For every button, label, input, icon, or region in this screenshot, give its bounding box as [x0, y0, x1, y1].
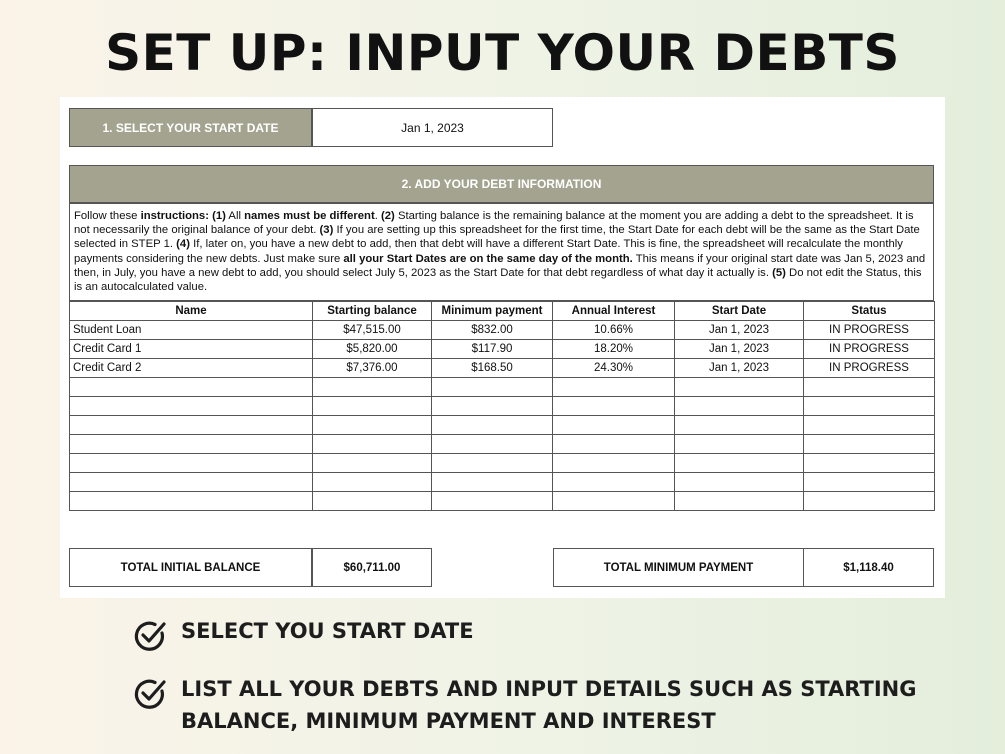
annual-interest-cell[interactable] [553, 473, 675, 492]
check-circle-icon [132, 618, 168, 654]
starting-balance-cell[interactable] [313, 454, 432, 473]
minimum-payment-cell[interactable] [432, 397, 553, 416]
minimum-payment-cell[interactable] [432, 492, 553, 511]
minimum-payment-cell[interactable] [432, 416, 553, 435]
starting-balance-cell[interactable] [313, 492, 432, 511]
instructions-segment: Follow these [74, 210, 141, 222]
status-cell: IN PROGRESS [804, 340, 935, 359]
total-minimum-payment-label: TOTAL MINIMUM PAYMENT [553, 548, 804, 587]
minimum-payment-cell[interactable]: $117.90 [432, 340, 553, 359]
instructions-segment: . [374, 210, 381, 222]
table-row [70, 492, 935, 511]
checklist-item [132, 615, 932, 654]
instructions-segment: Starting balance is the remaining balance at the moment you are adding a debt to the spreadsheet. It is not necessarily the original balance of your debt. [74, 210, 914, 237]
starting-balance-cell[interactable] [313, 435, 432, 454]
table-row [70, 416, 935, 435]
annual-interest-cell[interactable] [553, 435, 675, 454]
annual-interest-cell[interactable]: 24.30% [553, 359, 675, 378]
instructions-emphasis: (3) [319, 224, 334, 237]
start-date-cell[interactable] [675, 416, 804, 435]
start-date-cell[interactable]: Jan 1, 2023 [675, 340, 804, 359]
check-circle-icon [132, 676, 168, 712]
checklist-item [132, 673, 932, 737]
debt-info-header: 2. ADD YOUR DEBT INFORMATION [69, 165, 934, 203]
instructions-emphasis: (5) [772, 266, 786, 279]
debt-name-cell[interactable] [70, 454, 313, 473]
minimum-payment-cell[interactable]: $832.00 [432, 321, 553, 340]
status-cell [804, 416, 935, 435]
debt-name-cell[interactable]: Credit Card 1 [70, 340, 313, 359]
checklist-item-text: SELECT YOU START DATE [181, 619, 474, 643]
debt-name-cell[interactable] [70, 435, 313, 454]
table-row [70, 359, 935, 378]
minimum-payment-cell[interactable] [432, 454, 553, 473]
debt-name-cell[interactable]: Credit Card 2 [70, 359, 313, 378]
debt-name-cell[interactable] [70, 378, 313, 397]
instructions-segment: If you are setting up this spreadsheet for the first time, the Start Date for each debt will be the same as the Start Date selected in STEP 1. [74, 224, 920, 251]
debt-name-cell[interactable]: Student Loan [70, 321, 313, 340]
annual-interest-cell[interactable]: 10.66% [553, 321, 675, 340]
minimum-payment-cell[interactable]: $168.50 [432, 359, 553, 378]
column-header-starting-balance: Starting balance [313, 302, 432, 321]
debts-table [69, 301, 935, 511]
starting-balance-cell[interactable]: $7,376.00 [313, 359, 432, 378]
minimum-payment-cell[interactable] [432, 435, 553, 454]
instructions-emphasis: (4) [176, 238, 190, 251]
table-row [70, 321, 935, 340]
column-header-name: Name [70, 302, 313, 321]
total-initial-balance-label: TOTAL INITIAL BALANCE [69, 548, 312, 587]
start-date-input[interactable]: Jan 1, 2023 [312, 108, 553, 147]
instructions-segment: This means if your original start date was Jan 5, 2023 and then, in July, you have a new debt to add, you should select July 5, 2023 as the Start Date for that debt regardless of what day it actually is. [74, 252, 926, 279]
annual-interest-cell[interactable] [553, 454, 675, 473]
page-title: SET UP: INPUT YOUR DEBTS [105, 24, 900, 82]
status-cell: IN PROGRESS [804, 359, 935, 378]
status-cell [804, 492, 935, 511]
start-date-cell[interactable] [675, 473, 804, 492]
annual-interest-cell[interactable] [553, 416, 675, 435]
table-row [70, 340, 935, 359]
annual-interest-cell[interactable] [553, 378, 675, 397]
table-header-row [70, 302, 935, 321]
starting-balance-cell[interactable]: $47,515.00 [313, 321, 432, 340]
start-date-cell[interactable] [675, 378, 804, 397]
debt-name-cell[interactable] [70, 416, 313, 435]
table-row [70, 454, 935, 473]
status-cell [804, 454, 935, 473]
table-row [70, 435, 935, 454]
start-date-cell[interactable] [675, 492, 804, 511]
debt-name-cell[interactable] [70, 492, 313, 511]
status-cell [804, 473, 935, 492]
annual-interest-cell[interactable] [553, 492, 675, 511]
instructions-emphasis: all your Start Dates are on the same day of the month. [343, 252, 633, 265]
start-date-cell[interactable] [675, 454, 804, 473]
column-header-status: Status [804, 302, 935, 321]
start-date-cell[interactable]: Jan 1, 2023 [675, 321, 804, 340]
minimum-payment-cell[interactable] [432, 378, 553, 397]
table-row [70, 378, 935, 397]
starting-balance-cell[interactable] [313, 416, 432, 435]
status-cell [804, 435, 935, 454]
annual-interest-cell[interactable] [553, 397, 675, 416]
instructions-emphasis: instructions: (1) [140, 210, 226, 222]
spreadsheet-panel [60, 97, 945, 598]
start-date-label: 1. SELECT YOUR START DATE [69, 108, 312, 147]
annual-interest-cell[interactable]: 18.20% [553, 340, 675, 359]
total-minimum-payment-value: $1,118.40 [803, 548, 934, 587]
start-date-cell[interactable] [675, 435, 804, 454]
starting-balance-cell[interactable] [313, 473, 432, 492]
table-row [70, 397, 935, 416]
status-cell [804, 397, 935, 416]
instructions-emphasis: (2) [381, 210, 395, 222]
start-date-cell[interactable]: Jan 1, 2023 [675, 359, 804, 378]
status-cell [804, 378, 935, 397]
instructions-text [69, 203, 934, 301]
total-initial-balance-value: $60,711.00 [312, 548, 432, 587]
start-date-cell[interactable] [675, 397, 804, 416]
debt-name-cell[interactable] [70, 397, 313, 416]
minimum-payment-cell[interactable] [432, 473, 553, 492]
instructions-segment: Do not edit the Status, this is an autocalculated value. [74, 266, 922, 294]
checklist-item-text: LIST ALL YOUR DEBTS AND INPUT DETAILS SUCH AS STARTING BALANCE, MINIMUM PAYMENT AND INTEREST [181, 677, 917, 733]
starting-balance-cell[interactable] [313, 397, 432, 416]
column-header-start-date: Start Date [675, 302, 804, 321]
instructions-segment: If, later on, you have a new debt to add, then that debt will have a different Start Date. This is fine, the spreadsheet will recalculate the monthly payments considering the new debts. Just make sure [74, 238, 903, 265]
status-cell: IN PROGRESS [804, 321, 935, 340]
column-header-annual-interest: Annual Interest [553, 302, 675, 321]
starting-balance-cell[interactable]: $5,820.00 [313, 340, 432, 359]
debt-name-cell[interactable] [70, 473, 313, 492]
instructions-segment: All [225, 210, 245, 222]
column-header-minimum-payment: Minimum payment [432, 302, 553, 321]
starting-balance-cell[interactable] [313, 378, 432, 397]
table-row [70, 473, 935, 492]
instructions-emphasis: names must be different [244, 210, 375, 222]
